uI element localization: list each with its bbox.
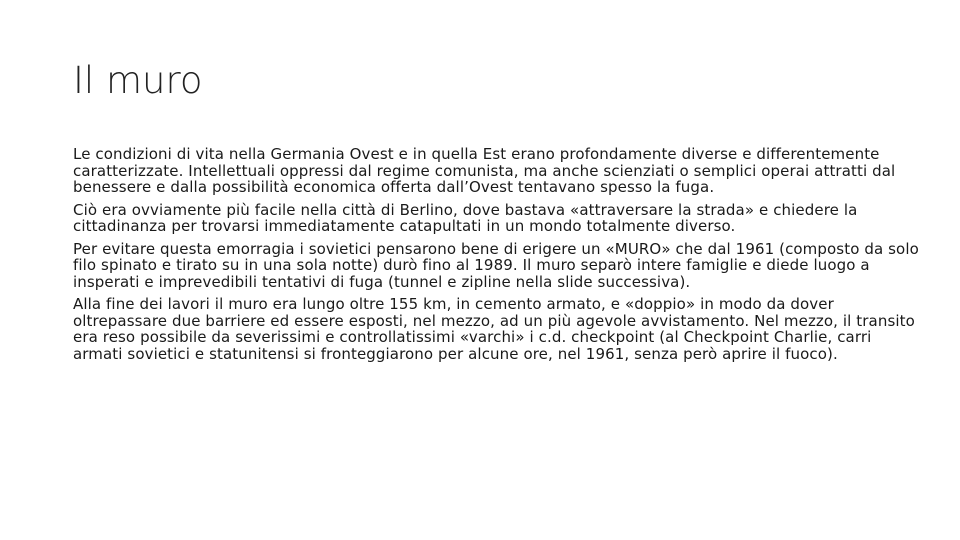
paragraph-wall-construction: Per evitare questa emorragia i sovietici pensarono bene di erigere un «MURO» che dal 1961 (composto da solo filo spinato e tirato su in una sola notte) durò fino al 1989. Il muro separò intere famiglie e diede luogo a insperati e imprevedibili tentativi di fuga (tunnel e zipline nella slide successiva). — [73, 239, 919, 291]
paragraph-wall-details: Alla fine dei lavori il muro era lungo oltre 155 km, in cemento armato, e «doppio» in modo da dover oltrepassare due barriere ed essere esposti, nel mezzo, ad un più agevole avvistamento. Nel mezzo, il transito era reso possibile da severissimi e controllatissimi «varchi» i c.d. checkpoint (al Checkpoint Charlie, carri armati sovietici e statunitensi si fronteggiarono per alcune ore, nel 1961, senza però aprire il fuoco). — [73, 295, 915, 363]
slide-body — [73, 146, 923, 368]
slide-title: Il muro — [73, 59, 203, 102]
paragraph-living-conditions: Le condizioni di vita nella Germania Ovest e in quella Est erano profondamente diverse e differentemente caratterizzate. Intellettuali oppressi dal regime comunista, ma anche scienziati o semplici operai attratti dal benessere e dalla possibilità economica offerta dall’Ovest tentavano spesso la fuga. — [73, 145, 896, 196]
paragraph-berlin: Ciò era ovviamente più facile nella città di Berlino, dove bastava «attraversare la strada» e chiedere la cittadinanza per trovarsi immediatamente catapultati in un mondo totalmente diverso. — [73, 200, 858, 235]
